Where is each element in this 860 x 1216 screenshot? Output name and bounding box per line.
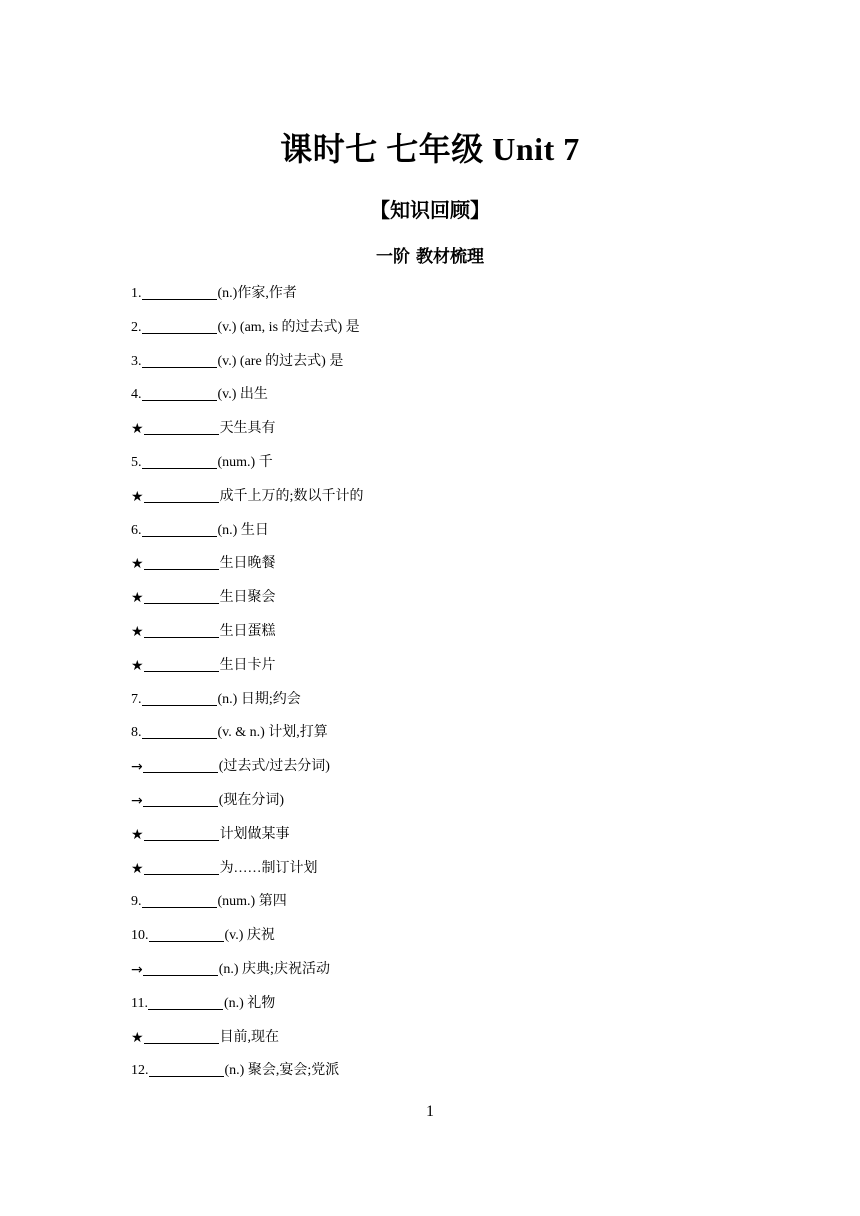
vocab-item <box>131 384 731 418</box>
star-icon: ★ <box>131 1029 144 1046</box>
item-description: (n.) 庆典;庆祝活动 <box>218 961 330 977</box>
answer-blank[interactable] <box>149 925 224 942</box>
vocab-item <box>131 891 731 925</box>
item-description: 天生具有 <box>219 421 276 437</box>
item-description: 成千上万的;数以千计的 <box>219 488 364 504</box>
item-description: 生日卡片 <box>219 657 276 673</box>
vocab-item <box>131 452 731 486</box>
item-description: (n.) 聚会,宴会;党派 <box>224 1063 340 1079</box>
item-number: 11. <box>131 995 148 1011</box>
answer-blank[interactable] <box>143 790 218 807</box>
item-description: (v.) (are 的过去式) 是 <box>217 353 344 369</box>
page-number: 1 <box>426 1103 434 1120</box>
vocab-item <box>131 621 731 655</box>
item-number: 7. <box>131 691 142 707</box>
item-description: (n.)作家,作者 <box>217 286 297 301</box>
subsection-title: 一阶 教材梳理 <box>376 247 484 267</box>
item-description: (v.) (am, is 的过去式) 是 <box>217 319 360 335</box>
vocab-item <box>131 858 731 892</box>
answer-blank[interactable] <box>144 621 219 638</box>
star-icon: ★ <box>131 657 144 674</box>
answer-blank[interactable] <box>148 993 223 1010</box>
answer-blank[interactable] <box>149 1060 224 1077</box>
answer-blank[interactable] <box>144 655 219 672</box>
answer-blank[interactable] <box>142 384 217 401</box>
answer-blank[interactable] <box>144 1027 219 1044</box>
vocab-item <box>131 520 731 554</box>
star-icon: ★ <box>131 826 144 843</box>
item-number: 12. <box>131 1063 149 1079</box>
vocab-item <box>131 418 731 452</box>
item-description: (n.) 日期;约会 <box>217 691 301 707</box>
answer-blank[interactable] <box>142 351 217 368</box>
answer-blank[interactable] <box>142 520 217 537</box>
answer-blank[interactable] <box>142 891 217 908</box>
star-icon: ★ <box>131 860 144 877</box>
answer-blank[interactable] <box>144 553 219 570</box>
item-number: 2. <box>131 319 142 335</box>
item-description: (num.) 千 <box>217 454 273 470</box>
item-description: (v.) 庆祝 <box>224 928 275 944</box>
item-description: (num.) 第四 <box>217 894 287 910</box>
vocab-item <box>131 790 731 824</box>
answer-blank[interactable] <box>144 587 219 604</box>
vocab-item <box>131 756 731 790</box>
item-number: 6. <box>131 522 142 538</box>
star-icon: ★ <box>131 556 144 573</box>
answer-blank[interactable] <box>142 317 217 334</box>
arrow-icon: → <box>131 792 143 809</box>
vocab-item <box>131 587 731 621</box>
item-description: 计划做某事 <box>219 826 290 842</box>
vocab-item <box>131 655 731 689</box>
item-number: 3. <box>131 353 142 369</box>
answer-blank[interactable] <box>142 689 217 706</box>
item-description: (v.) 出生 <box>217 387 268 403</box>
item-number: 5. <box>131 454 142 470</box>
item-description: 目前,现在 <box>219 1029 280 1045</box>
star-icon: ★ <box>131 488 144 505</box>
star-icon: ★ <box>131 623 144 640</box>
section-title: 【知识回顾】 <box>370 198 490 222</box>
item-number: 8. <box>131 725 142 741</box>
vocab-item <box>131 1027 731 1061</box>
answer-blank[interactable] <box>144 418 219 435</box>
vocab-item <box>131 553 731 587</box>
vocab-item <box>131 993 731 1027</box>
answer-blank[interactable] <box>142 452 217 469</box>
vocab-item <box>131 351 731 385</box>
vocab-item <box>131 689 731 723</box>
item-number: 4. <box>131 387 142 403</box>
answer-blank[interactable] <box>143 959 218 976</box>
item-description: (n.) 生日 <box>217 522 269 538</box>
item-description: 生日蛋糕 <box>219 623 276 639</box>
vocabulary-list <box>131 283 731 1094</box>
item-description: (n.) 礼物 <box>223 995 276 1011</box>
answer-blank[interactable] <box>144 824 219 841</box>
vocab-item <box>131 317 731 351</box>
answer-blank[interactable] <box>143 756 218 773</box>
item-number: 10. <box>131 928 149 944</box>
vocab-item <box>131 486 731 520</box>
vocab-item <box>131 722 731 756</box>
item-number: 9. <box>131 894 142 910</box>
answer-blank[interactable] <box>142 722 217 739</box>
item-description: (过去式/过去分词) <box>218 759 330 775</box>
vocab-item <box>131 959 731 993</box>
answer-blank[interactable] <box>142 283 217 300</box>
star-icon: ★ <box>131 421 144 438</box>
item-number: 1. <box>131 286 142 301</box>
answer-blank[interactable] <box>144 486 219 503</box>
vocab-item <box>131 824 731 858</box>
star-icon: ★ <box>131 590 144 607</box>
item-description: 生日聚会 <box>219 590 276 606</box>
item-description: 生日晚餐 <box>219 556 276 572</box>
page-title: 课时七 七年级 Unit 7 <box>280 131 580 167</box>
answer-blank[interactable] <box>144 858 219 875</box>
item-description: 为……制订计划 <box>219 860 318 876</box>
vocab-item <box>131 925 731 959</box>
item-description: (现在分词) <box>218 792 285 808</box>
arrow-icon: → <box>131 759 143 776</box>
vocab-item <box>131 1060 731 1094</box>
vocab-item <box>131 283 731 317</box>
item-description: (v. & n.) 计划,打算 <box>217 725 328 741</box>
arrow-icon: → <box>131 961 143 978</box>
